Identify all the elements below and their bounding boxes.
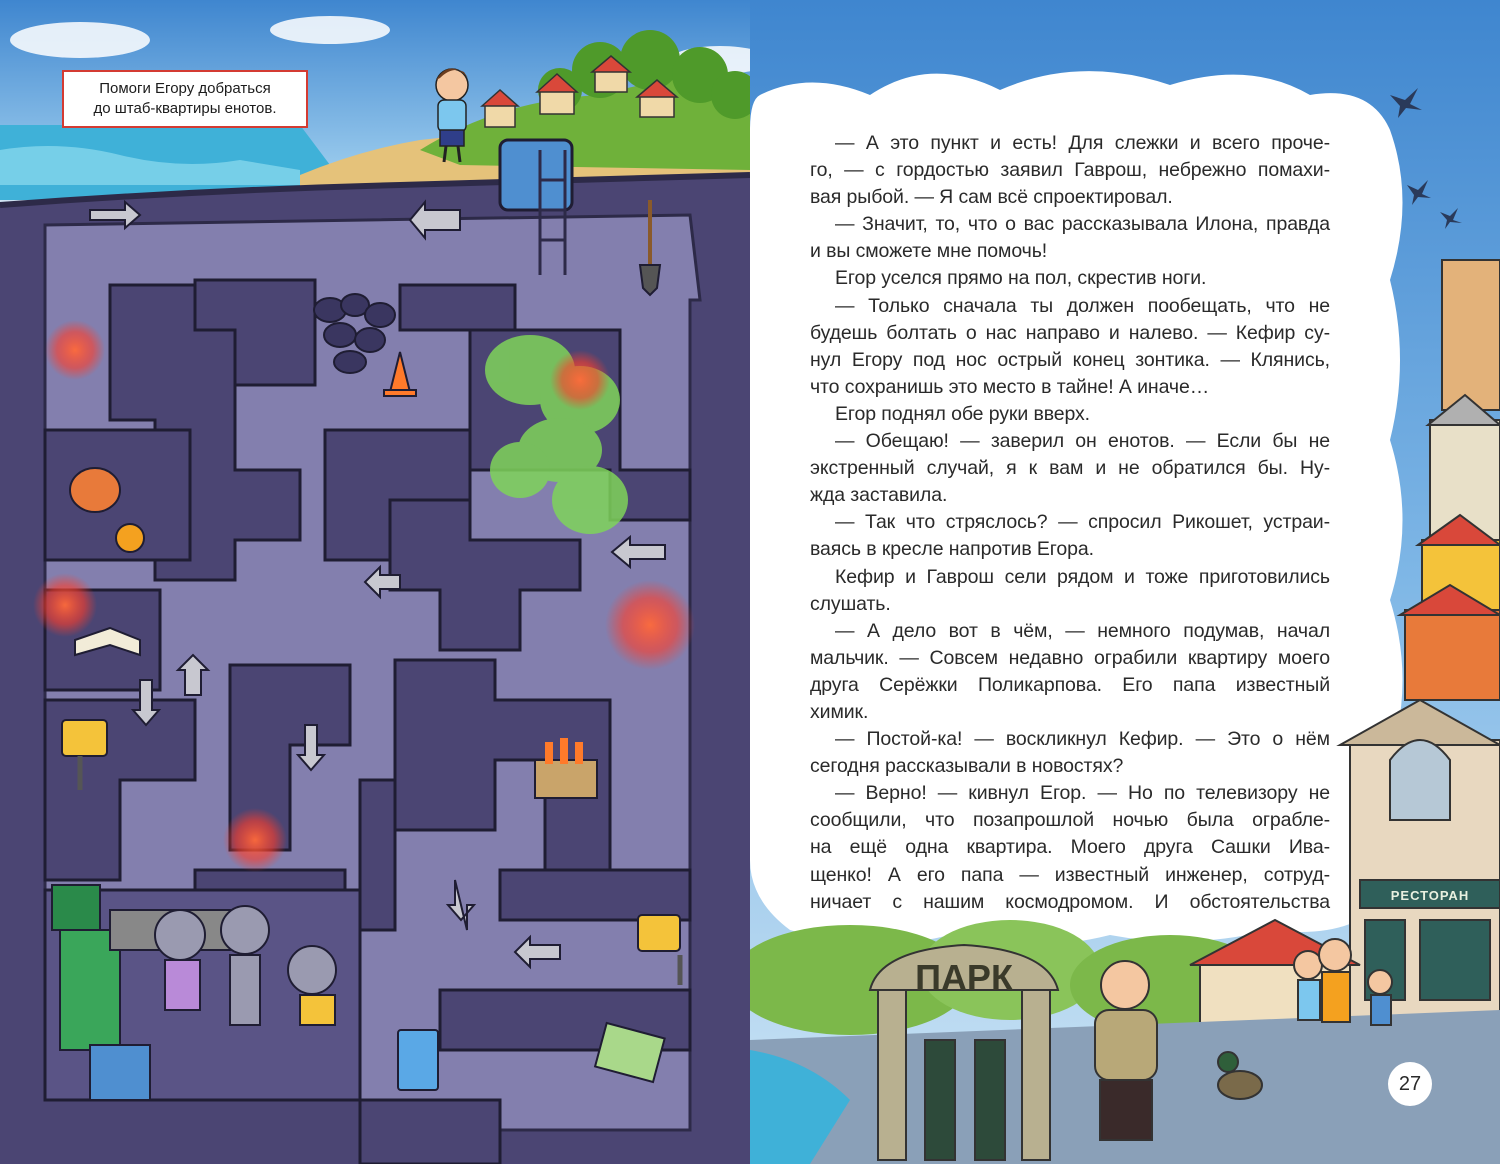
- story-line: сообщили, что позапрошлой ночью была ограбле-: [810, 809, 1330, 832]
- story-line: го, — с гордостью заявил Гаврош, небрежно помахи-: [810, 159, 1330, 182]
- story-line: химик.: [810, 700, 869, 723]
- story-line: слушать.: [810, 592, 891, 615]
- candy: [116, 524, 144, 552]
- story-line: жда заставила.: [810, 484, 948, 507]
- task-instruction-box: [62, 70, 308, 128]
- story-line: — А дело вот в чём, — немного подумав, начал: [835, 619, 1330, 642]
- story-line: — Верно! — кивнул Егор. — Но по телевизору не: [835, 782, 1330, 805]
- story-line: — Так что стряслось? — спросил Рикошет, устраи-: [835, 511, 1330, 534]
- story-line: вая рыбой. — Я сам всё спроектировал.: [810, 186, 1173, 209]
- story-line: что сохранишь это место в тайне! А иначе…: [810, 375, 1210, 398]
- story-line: Егор поднял обе руки вверх.: [835, 402, 1090, 425]
- story-line: друга Серёжки Поликарпова. Его папа известный: [810, 673, 1330, 696]
- story-page: [750, 0, 1500, 1164]
- task-line-1: Помоги Егору добраться: [99, 80, 271, 97]
- story-line: — Обещаю! — заверил он енотов. — Если бы не: [835, 430, 1330, 453]
- story-line: будешь болтать о нас направо и налево. — Кефир су-: [810, 321, 1330, 344]
- story-line: Егор уселся прямо на пол, скрестив ноги.: [835, 267, 1207, 290]
- story-line: Кефир и Гаврош сели рядом и тоже приготовились: [835, 565, 1330, 588]
- story-line: и вы сможете мне помочь!: [810, 240, 1048, 263]
- story-line: ничает с нашим космодромом. И обстоятельства: [810, 890, 1330, 913]
- story-line: нул Егору под нос острый конец зонтика. — Клянись,: [810, 348, 1330, 371]
- story-line: ваясь в кресле напротив Егора.: [810, 538, 1094, 561]
- boxing-glove: [70, 468, 120, 512]
- task-line-2: до штаб-квартиры енотов.: [93, 100, 277, 117]
- park-sign: ПАРК: [915, 957, 1013, 998]
- story-line: щенко! А его папа — известный инженер, сотруд-: [810, 863, 1330, 886]
- restaurant-sign: РЕСТОРАН: [1390, 887, 1470, 903]
- story-line: — Постой-ка! — воскликнул Кефир. — Это о нём: [835, 728, 1330, 751]
- story-line: на ещё одна квартира. Моего друга Сашки Ива-: [810, 836, 1330, 859]
- story-line: сегодня рассказывали в новостях?: [810, 755, 1124, 778]
- page-number: 27: [1388, 1062, 1432, 1106]
- story-line: — А это пункт и есть! Для слежки и всего проче-: [835, 132, 1330, 154]
- story-text: [810, 130, 1330, 916]
- story-line: — Значит, то, что о вас рассказывала Илона, правда: [835, 213, 1330, 236]
- blue-door: [398, 1030, 438, 1090]
- story-line: — Только сначала ты должен пообещать, что не: [835, 294, 1330, 317]
- story-line: экстренный случай, я к вам и не обратился бы. Ну-: [810, 457, 1330, 480]
- story-line: мальчик. — Совсем недавно ограбили квартиру моего: [810, 646, 1330, 669]
